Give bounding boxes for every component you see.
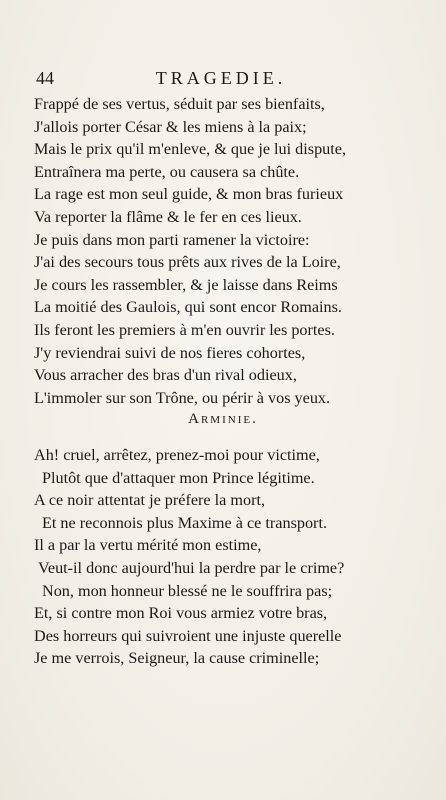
verse-line: Je me verrois, Seigneur, la cause criminelle;	[34, 649, 320, 668]
verse-line: Ah! cruel, arrêtez, prenez-moi pour victime,	[34, 446, 320, 464]
verse-line: Des horreurs qui suivroient une injuste querelle	[34, 626, 342, 645]
verse-line: Et ne reconnois plus Maxime à ce transport.	[42, 513, 327, 532]
verse-line: Je cours les rassembler, & je laisse dans Reims	[34, 275, 338, 294]
verse-block-1	[34, 93, 424, 409]
page-header	[34, 68, 408, 90]
verse-line: Vous arracher des bras d'un rival odieux,	[34, 366, 297, 385]
verse-line: Il a par la vertu mérité mon estime,	[34, 536, 262, 555]
verse-line: J'allois porter César & les miens à la paix;	[34, 117, 307, 136]
verse-block-2	[34, 444, 424, 670]
verse-line: Mais le prix qu'il m'enleve, & que je lui dispute,	[34, 140, 346, 159]
verse-line: J'ai des secours tous prêts aux rives de la Loire,	[34, 253, 341, 272]
verse-line: La rage est mon seul guide, & mon bras furieux	[34, 185, 344, 204]
verse-line: La moitié des Gaulois, qui sont encor Romains.	[34, 298, 342, 317]
verse-line: Et, si contre mon Roi vous armiez votre bras,	[34, 604, 328, 623]
verse-line: J'y reviendrai suivi de nos fieres cohortes,	[34, 343, 306, 362]
page-number: 44	[36, 68, 54, 88]
verse-line: Va reporter la flâme & le fer en ces lieux.	[34, 207, 302, 226]
running-title: TRAGEDIE.	[155, 68, 287, 88]
verse-line: Ils feront les premiers à m'en ouvrir les portes.	[34, 320, 335, 339]
verse-line: A ce noir attentat je préfere la mort,	[34, 491, 266, 510]
verse-line: Entraînera ma perte, ou causera sa chûte.	[34, 162, 300, 181]
verse-line: Non, mon honneur blessé ne le souffrira pas;	[42, 581, 333, 600]
verse-line: Veut-il donc aujourd'hui la perdre par le crime?	[38, 558, 345, 577]
verse-line: Plutôt que d'attaquer mon Prince légitime.	[42, 468, 315, 487]
speaker-label: Arminie.	[188, 411, 258, 427]
verse-line: Je puis dans mon parti ramener la victoire:	[34, 230, 310, 249]
speaker-name	[0, 411, 446, 428]
verse-line: L'immoler sur son Trône, ou périr à vos yeux.	[34, 388, 331, 407]
verse-line: Frappé de ses vertus, séduit par ses bienfaits,	[34, 95, 325, 113]
